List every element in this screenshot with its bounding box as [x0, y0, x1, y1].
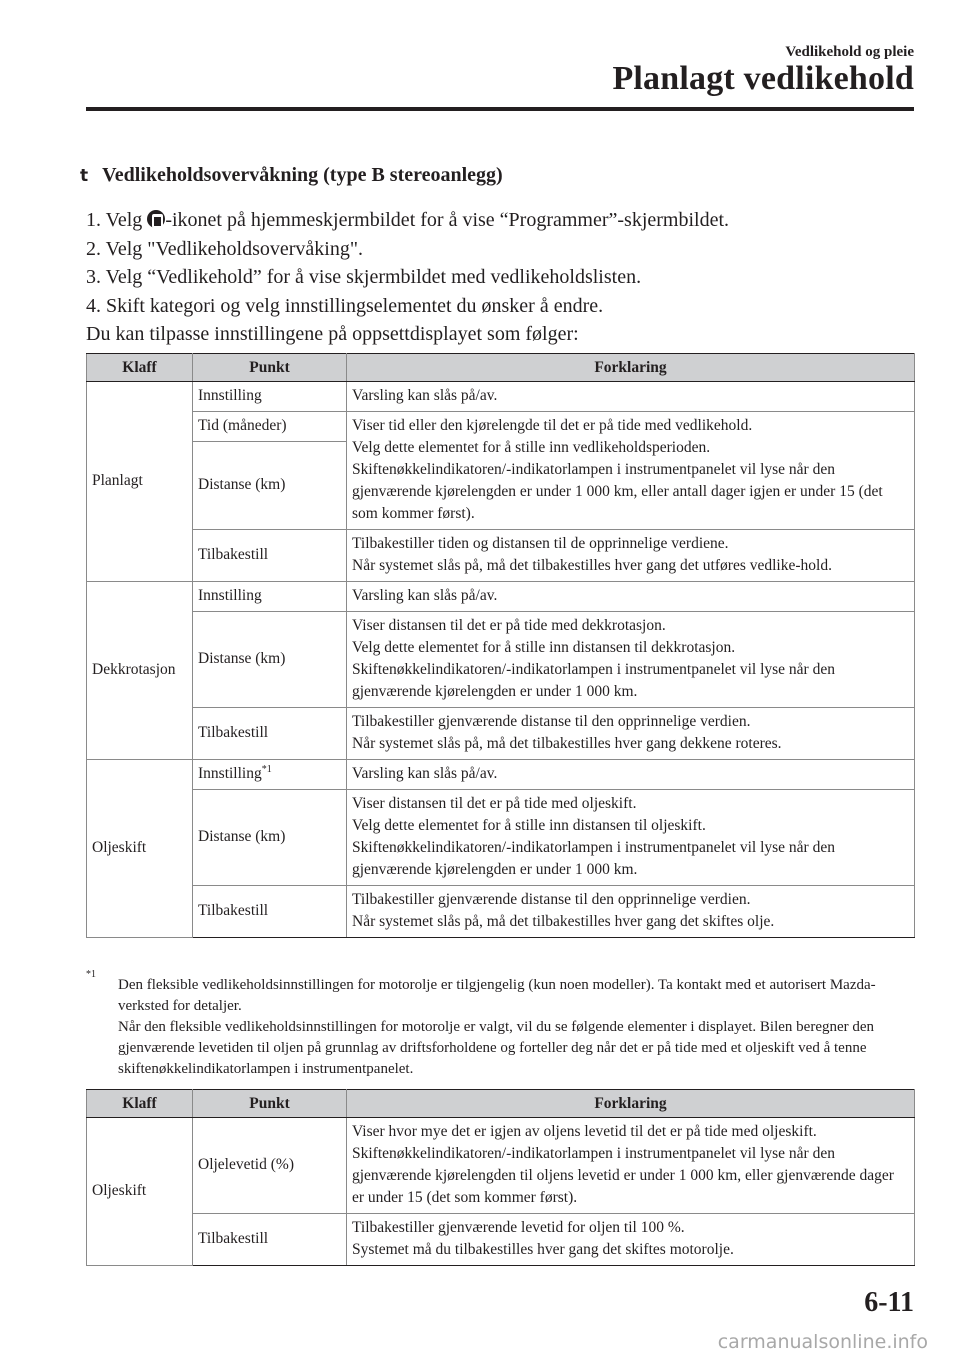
- footnote-text: Den fleksible vedlikeholdsinnstillingen for motorolje er tilgjengelig (kun noen modeller). Ta kontakt med et autorisert Mazda-verksted for detaljer. Når den fleksible vedlikeholdsinnstillingen for motorolje er valgt, vil du se følgende elementer i displayet. Bilen beregner den gjenværende levetiden til oljen på grunnlag av driftsforholdene og forteller deg når det er på tide med et oljeskift ved å tenne skiftenøkkelindikatorlampen i instrumentpanelet.: [118, 977, 876, 1077]
- description-cell: Viser distansen til det er på tide med oljeskift. Velg dette elementet for å stille inn distansen til oljeskift. Skiftenøkkelindikatoren/-indikatorlampen i instrumentpanelet vil lyse når den gjenværende kjørelengden er under 1 000 km.: [347, 790, 915, 886]
- item-cell: Distanse (km): [193, 612, 347, 708]
- item-cell: Distanse (km): [193, 442, 347, 530]
- watermark: carmanualsonline.info: [717, 1331, 928, 1353]
- section-bullet-icon: t: [80, 166, 89, 186]
- tab-planlagt: Planlagt: [87, 382, 193, 582]
- item-cell: Distanse (km): [193, 790, 347, 886]
- tab-oljeskift: Oljeskift: [87, 1118, 193, 1266]
- item-cell: Tid (måneder): [193, 412, 347, 442]
- item-cell: Tilbakestill: [193, 886, 347, 938]
- table-row: [87, 886, 915, 938]
- apps-icon: [147, 210, 165, 228]
- description-cell: Tilbakestiller gjenværende distanse til den opprinnelige verdien. Når systemet slås på, må det tilbakestilles hver gang dekkene roteres.: [347, 708, 915, 760]
- item-label: Innstilling: [198, 765, 262, 782]
- step-2: 2. Velg "Vedlikeholdsovervåking".: [86, 237, 364, 260]
- header-punkt: Punkt: [193, 1090, 347, 1118]
- description-cell: Varsling kan slås på/av.: [347, 582, 915, 612]
- description-cell: Viser distansen til det er på tide med dekkrotasjon. Velg dette elementet for å stille inn distansen til dekkrotasjon. Skiftenøkkelindikatoren/-indikatorlampen i instrumentpanelet vil lyse når den gjenværende kjørelengden er under 1 000 km.: [347, 612, 915, 708]
- table-row: [87, 760, 915, 790]
- table-row: [87, 530, 915, 582]
- item-cell: Tilbakestill: [193, 1214, 347, 1266]
- page-title: Planlagt vedlikehold: [612, 60, 914, 97]
- step-1: [86, 206, 729, 235]
- settings-table: [86, 353, 915, 938]
- header-punkt: Punkt: [193, 354, 347, 382]
- table-header-row: [87, 354, 915, 382]
- table-row: [87, 612, 915, 708]
- table-row: [87, 382, 915, 412]
- step-1-suffix: -ikonet på hjemmeskjermbildet for å vise “Programmer”-skjermbildet.: [165, 209, 730, 231]
- description-cell: Viser tid eller den kjørelengde til det er på tide med vedlikehold. Velg dette elementet for å stille inn vedlikeholdsperioden. Skiftenøkkelindikatoren/-indikatorlampen i instrumentpanelet vil lyse når den gjenværende kjørelengden er under 1 000 km, eller antall dager igjen er under 15 (det som kommer først).: [347, 412, 915, 530]
- step-1-prefix: 1. Velg: [86, 209, 148, 231]
- header-divider: [86, 107, 914, 111]
- table-row: [87, 790, 915, 886]
- oil-life-table: [86, 1089, 915, 1266]
- item-cell: Innstilling: [193, 382, 347, 412]
- header-forklaring: Forklaring: [347, 354, 915, 382]
- header-forklaring: Forklaring: [347, 1090, 915, 1118]
- item-cell: Tilbakestill: [193, 530, 347, 582]
- item-cell: [193, 760, 347, 790]
- section-heading-text: Vedlikeholdsovervåkning (type B stereoanlegg): [102, 164, 503, 186]
- header-klaff: Klaff: [87, 354, 193, 382]
- table-row: [87, 412, 915, 442]
- description-cell: Tilbakestiller tiden og distansen til de opprinnelige verdiene. Når systemet slås på, må det tilbakestilles hver gang det utføres vedlike-hold.: [347, 530, 915, 582]
- description-cell: Tilbakestiller gjenværende distanse til den opprinnelige verdien. Når systemet slås på, må det tilbakestilles hver gang det skiftes olje.: [347, 886, 915, 938]
- footnote: *1 Den fleksible vedlikeholdsinnstillingen for motorolje er tilgjengelig (kun noen modeller). Ta kontakt med et autorisert Mazda-verksted for detaljer. Når den fleksible vedlikeholdsinnstillingen for motorolje er valgt, vil du se følgende elementer i displayet. Bilen beregner den gjenværende levetiden til oljen på grunnlag av driftsforholdene og forteller deg når det er på tide med et oljeskift ved å tenne skiftenøkkelindikatorlampen i instrumentpanelet.: [86, 975, 916, 1080]
- page-number: 6-11: [864, 1287, 914, 1318]
- tab-dekkrotasjon: Dekkrotasjon: [87, 582, 193, 760]
- instruction-steps: [86, 206, 729, 349]
- description-cell: Viser hvor mye det er igjen av oljens levetid til det er på tide med oljeskift. Skiftenøkkelindikatoren/-indikatorlampen i instrumentpanelet vil lyse når den gjenværende kjørelengden til oljens levetid er under 1 000 km, eller gjenværende dager er under 15 (det som kommer først).: [347, 1118, 915, 1214]
- item-cell: Tilbakestill: [193, 708, 347, 760]
- table-row: [87, 708, 915, 760]
- item-cell: Oljelevetid (%): [193, 1118, 347, 1214]
- item-cell: Innstilling: [193, 582, 347, 612]
- table-row: [87, 1118, 915, 1214]
- chapter-title: Vedlikehold og pleie: [785, 44, 914, 60]
- footnote-ref: *1: [261, 764, 272, 775]
- table-row: [87, 1214, 915, 1266]
- table-row: [87, 582, 915, 612]
- description-cell: Tilbakestiller gjenværende levetid for oljen til 100 %. Systemet må du tilbakestilles hver gang det skiftes motorolje.: [347, 1214, 915, 1266]
- description-cell: Varsling kan slås på/av.: [347, 760, 915, 790]
- section-heading: [80, 164, 503, 187]
- step-4: 4. Skift kategori og velg innstillingselementet du ønsker å endre.: [86, 294, 604, 317]
- description-cell: Varsling kan slås på/av.: [347, 382, 915, 412]
- table-header-row: [87, 1090, 915, 1118]
- header-klaff: Klaff: [87, 1090, 193, 1118]
- tab-oljeskift: Oljeskift: [87, 760, 193, 938]
- step-3: 3. Velg “Vedlikehold” for å vise skjermbildet med vedlikeholdslisten.: [86, 266, 642, 288]
- steps-note: Du kan tilpasse innstillingene på oppsettdisplayet som følger:: [86, 323, 579, 345]
